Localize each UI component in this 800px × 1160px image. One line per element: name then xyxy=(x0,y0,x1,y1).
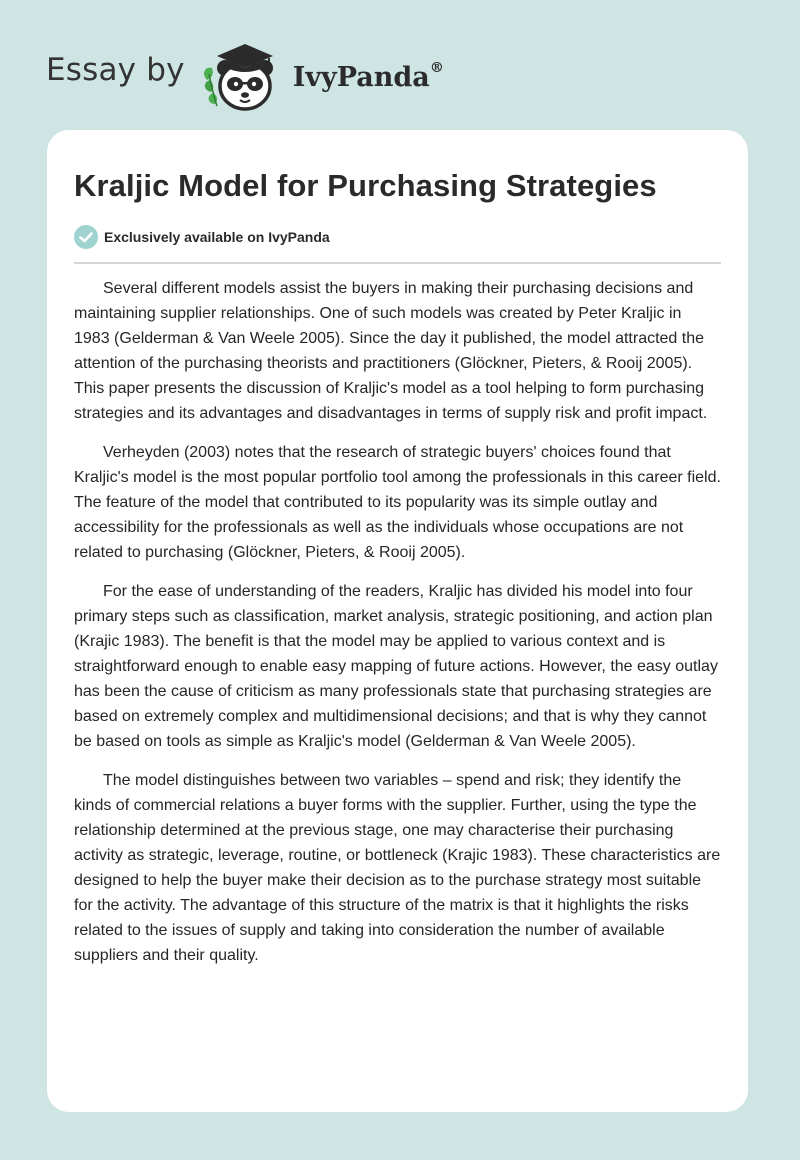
brand-name xyxy=(292,59,444,93)
essay-paragraph: Verheyden (2003) notes that the research of strategic buyers' choices found that Kraljic's model is the most popular portfolio tool among the professionals in this career field. The feature of the model that contributed to its popularity was its simple outlay and accessibility for the professionals as well as the individuals whose occupations are not related to purchasing (Glöckner, Pieters, & Rooij 2005). xyxy=(74,444,721,561)
essay-card xyxy=(47,130,748,1112)
title-divider xyxy=(74,262,721,264)
essay-body xyxy=(74,276,721,968)
essay-paragraph: For the ease of understanding of the readers, Kraljic has divided his model into four primary steps such as classification, market analysis, strategic positioning, and action plan (Krajic 1983). The benefit is that the model may be applied to various context and is straightforward enough to enable easy mapping of future actions. However, the easy outlay has been the cause of criticism as many professionals state that purchasing strategies are based on extremely complex and multidimensional decisions; and that is why they cannot be based on tools as simple as Kraljic's model (Gelderman & Van Weele 2005). xyxy=(74,583,718,750)
essay-title: Kraljic Model for Purchasing Strategies xyxy=(74,168,657,203)
essay-paragraph: Several different models assist the buyers in making their purchasing decisions and maintaining supplier relationships. One of such models was created by Peter Kraljic in 1983 (Gelderman & Van Weele 2005). Since the day it published, the model attracted the attention of the purchasing theorists and practitioners (Glöckner, Pieters, & Rooij 2005). This paper presents the discussion of Kraljic's model as a tool helping to form purchasing strategies and its advantages and disadvantages in terms of supply risk and profit impact. xyxy=(74,280,708,422)
panda-graduate-logo-icon xyxy=(199,34,291,114)
check-circle-icon xyxy=(74,225,98,249)
brand-prefix: Essay by xyxy=(46,52,185,88)
exclusive-badge xyxy=(74,225,721,249)
brand-name-text: IvyPanda xyxy=(292,61,430,93)
registered-mark: ® xyxy=(429,59,444,76)
brand-header[interactable] xyxy=(46,34,444,114)
essay-paragraph: The model distinguishes between two variables – spend and risk; they identify the kinds of commercial relations a buyer forms with the supplier. Further, using the type the relationship determined at the previous stage, one may characterise their purchasing activity as strategic, leverage, routine, or bottleneck (Krajic 1983). These characteristics are designed to help the buyer make their decision as to the purchase strategy most suitable for the activity. The advantage of this structure of the matrix is that it highlights the risks related to the issues of supply and taking into consideration the number of available suppliers and their quality. xyxy=(74,772,721,964)
exclusive-badge-text: Exclusively available on IvyPanda xyxy=(104,229,330,245)
